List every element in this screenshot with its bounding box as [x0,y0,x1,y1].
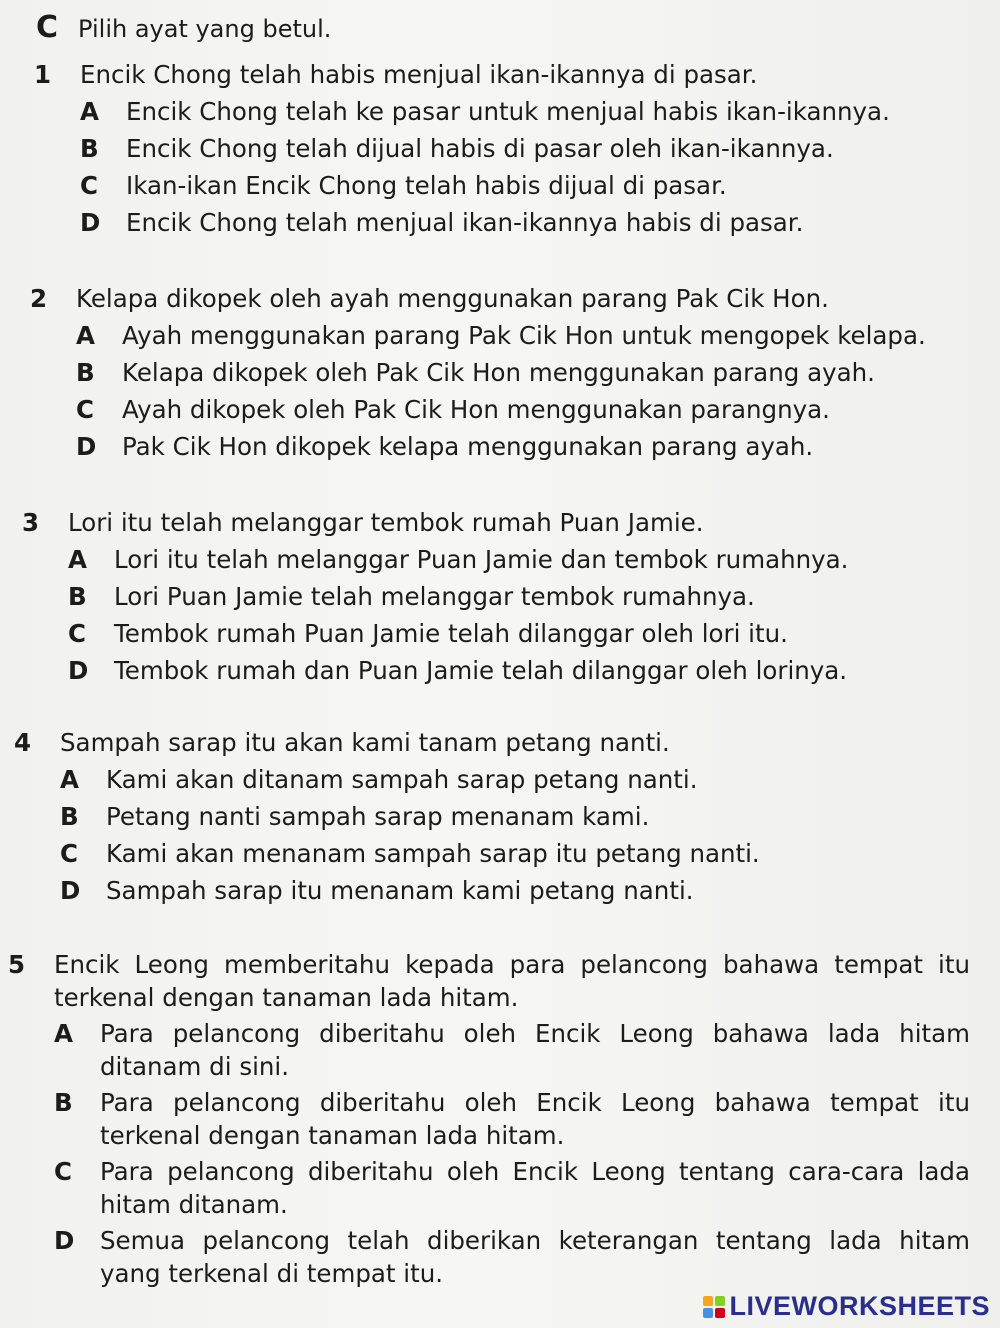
option-letter: C [54,1157,72,1186]
option-letter: B [60,802,79,831]
option-letter: B [76,358,95,387]
question-5 [8,948,970,1290]
option-text: Sampah sarap itu menanam kami petang nanti. [106,876,694,905]
option-c[interactable] [80,169,984,203]
option-letter: C [68,619,86,648]
option-text: Ayah menggunakan parang Pak Cik Hon untuk mengopek kelapa. [122,321,926,350]
question-2 [30,282,980,464]
option-text: Ikan-ikan Encik Chong telah habis dijual di pasar. [126,171,727,200]
option-text: Para pelancong diberitahu oleh Encik Leong tentang cara-cara lada hitam ditanam. [100,1157,970,1219]
option-text: Pak Cik Hon dikopek kelapa menggunakan parang ayah. [122,432,814,461]
question-number: 3 [22,508,40,537]
option-letter: B [68,582,87,611]
question-3 [22,506,972,688]
liveworksheets-watermark [703,1291,990,1322]
option-letter: A [60,765,79,794]
question-number: 2 [30,284,48,313]
question-text: Kelapa dikopek oleh ayah menggunakan parang Pak Cik Hon. [76,284,829,313]
option-letter: C [76,395,94,424]
option-d[interactable] [60,874,964,908]
liveworksheets-logo-icon [703,1296,725,1318]
question-number: 5 [8,950,26,979]
option-b[interactable] [80,132,984,166]
option-a[interactable] [60,763,964,797]
option-text: Para pelancong diberitahu oleh Encik Leong bahawa lada hitam ditanam di sini. [100,1019,970,1081]
option-a[interactable] [68,543,972,577]
option-letter: C [80,171,98,200]
question-number: 1 [34,60,52,89]
option-text: Encik Chong telah menjual ikan-ikannya habis di pasar. [126,208,804,237]
option-d[interactable] [54,1224,970,1290]
option-d[interactable] [80,206,984,240]
option-letter: B [54,1088,73,1117]
option-b[interactable] [60,800,964,834]
option-letter: A [54,1019,73,1048]
option-text: Encik Chong telah ke pasar untuk menjual habis ikan-ikannya. [126,97,890,126]
option-letter: D [80,208,101,237]
option-letter: A [68,545,87,574]
option-letter: A [76,321,95,350]
question-text: Encik Chong telah habis menjual ikan-ikannya di pasar. [80,60,758,89]
option-c[interactable] [68,617,972,651]
option-c[interactable] [76,393,980,427]
question-4 [14,726,964,908]
option-letter: B [80,134,99,163]
option-letter: D [60,876,81,905]
option-text: Lori Puan Jamie telah melanggar tembok rumahnya. [114,582,755,611]
option-text: Tembok rumah dan Puan Jamie telah dilanggar oleh lorinya. [114,656,848,685]
option-letter: D [68,656,89,685]
option-text: Petang nanti sampah sarap menanam kami. [106,802,650,831]
option-text: Ayah dikopek oleh Pak Cik Hon menggunakan parangnya. [122,395,830,424]
option-a[interactable] [80,95,984,129]
option-b[interactable] [76,356,980,390]
option-a[interactable] [76,319,980,353]
option-text: Tembok rumah Puan Jamie telah dilanggar oleh lori itu. [114,619,788,648]
watermark-text: LIVEWORKSHEETS [729,1291,990,1321]
question-text: Lori itu telah melanggar tembok rumah Puan Jamie. [68,508,704,537]
question-number: 4 [14,728,32,757]
option-d[interactable] [68,654,972,688]
option-letter: D [54,1226,75,1255]
section-title: Pilih ayat yang betul. [78,15,332,43]
option-b[interactable] [68,580,972,614]
option-c[interactable] [60,837,964,871]
option-letter: D [76,432,97,461]
question-1 [34,58,984,240]
option-b[interactable] [54,1086,970,1152]
option-text: Para pelancong diberitahu oleh Encik Leong bahawa tempat itu terkenal dengan tanaman lada hitam. [100,1088,970,1150]
option-text: Kami akan menanam sampah sarap itu petang nanti. [106,839,760,868]
option-c[interactable] [54,1155,970,1221]
question-text: Encik Leong memberitahu kepada para pelancong bahawa tempat itu terkenal dengan tanaman lada hitam. [54,950,970,1012]
section-letter: C [36,10,59,45]
section-header [36,10,331,45]
option-letter: A [80,97,99,126]
option-text: Lori itu telah melanggar Puan Jamie dan tembok rumahnya. [114,545,849,574]
option-letter: C [60,839,78,868]
option-d[interactable] [76,430,980,464]
option-text: Kelapa dikopek oleh Pak Cik Hon menggunakan parang ayah. [122,358,875,387]
option-text: Kami akan ditanam sampah sarap petang nanti. [106,765,698,794]
option-text: Encik Chong telah dijual habis di pasar oleh ikan-ikannya. [126,134,834,163]
option-a[interactable] [54,1017,970,1083]
option-text: Semua pelancong telah diberikan keterangan tentang lada hitam yang terkenal di tempat itu. [100,1226,970,1288]
question-text: Sampah sarap itu akan kami tanam petang nanti. [60,728,670,757]
